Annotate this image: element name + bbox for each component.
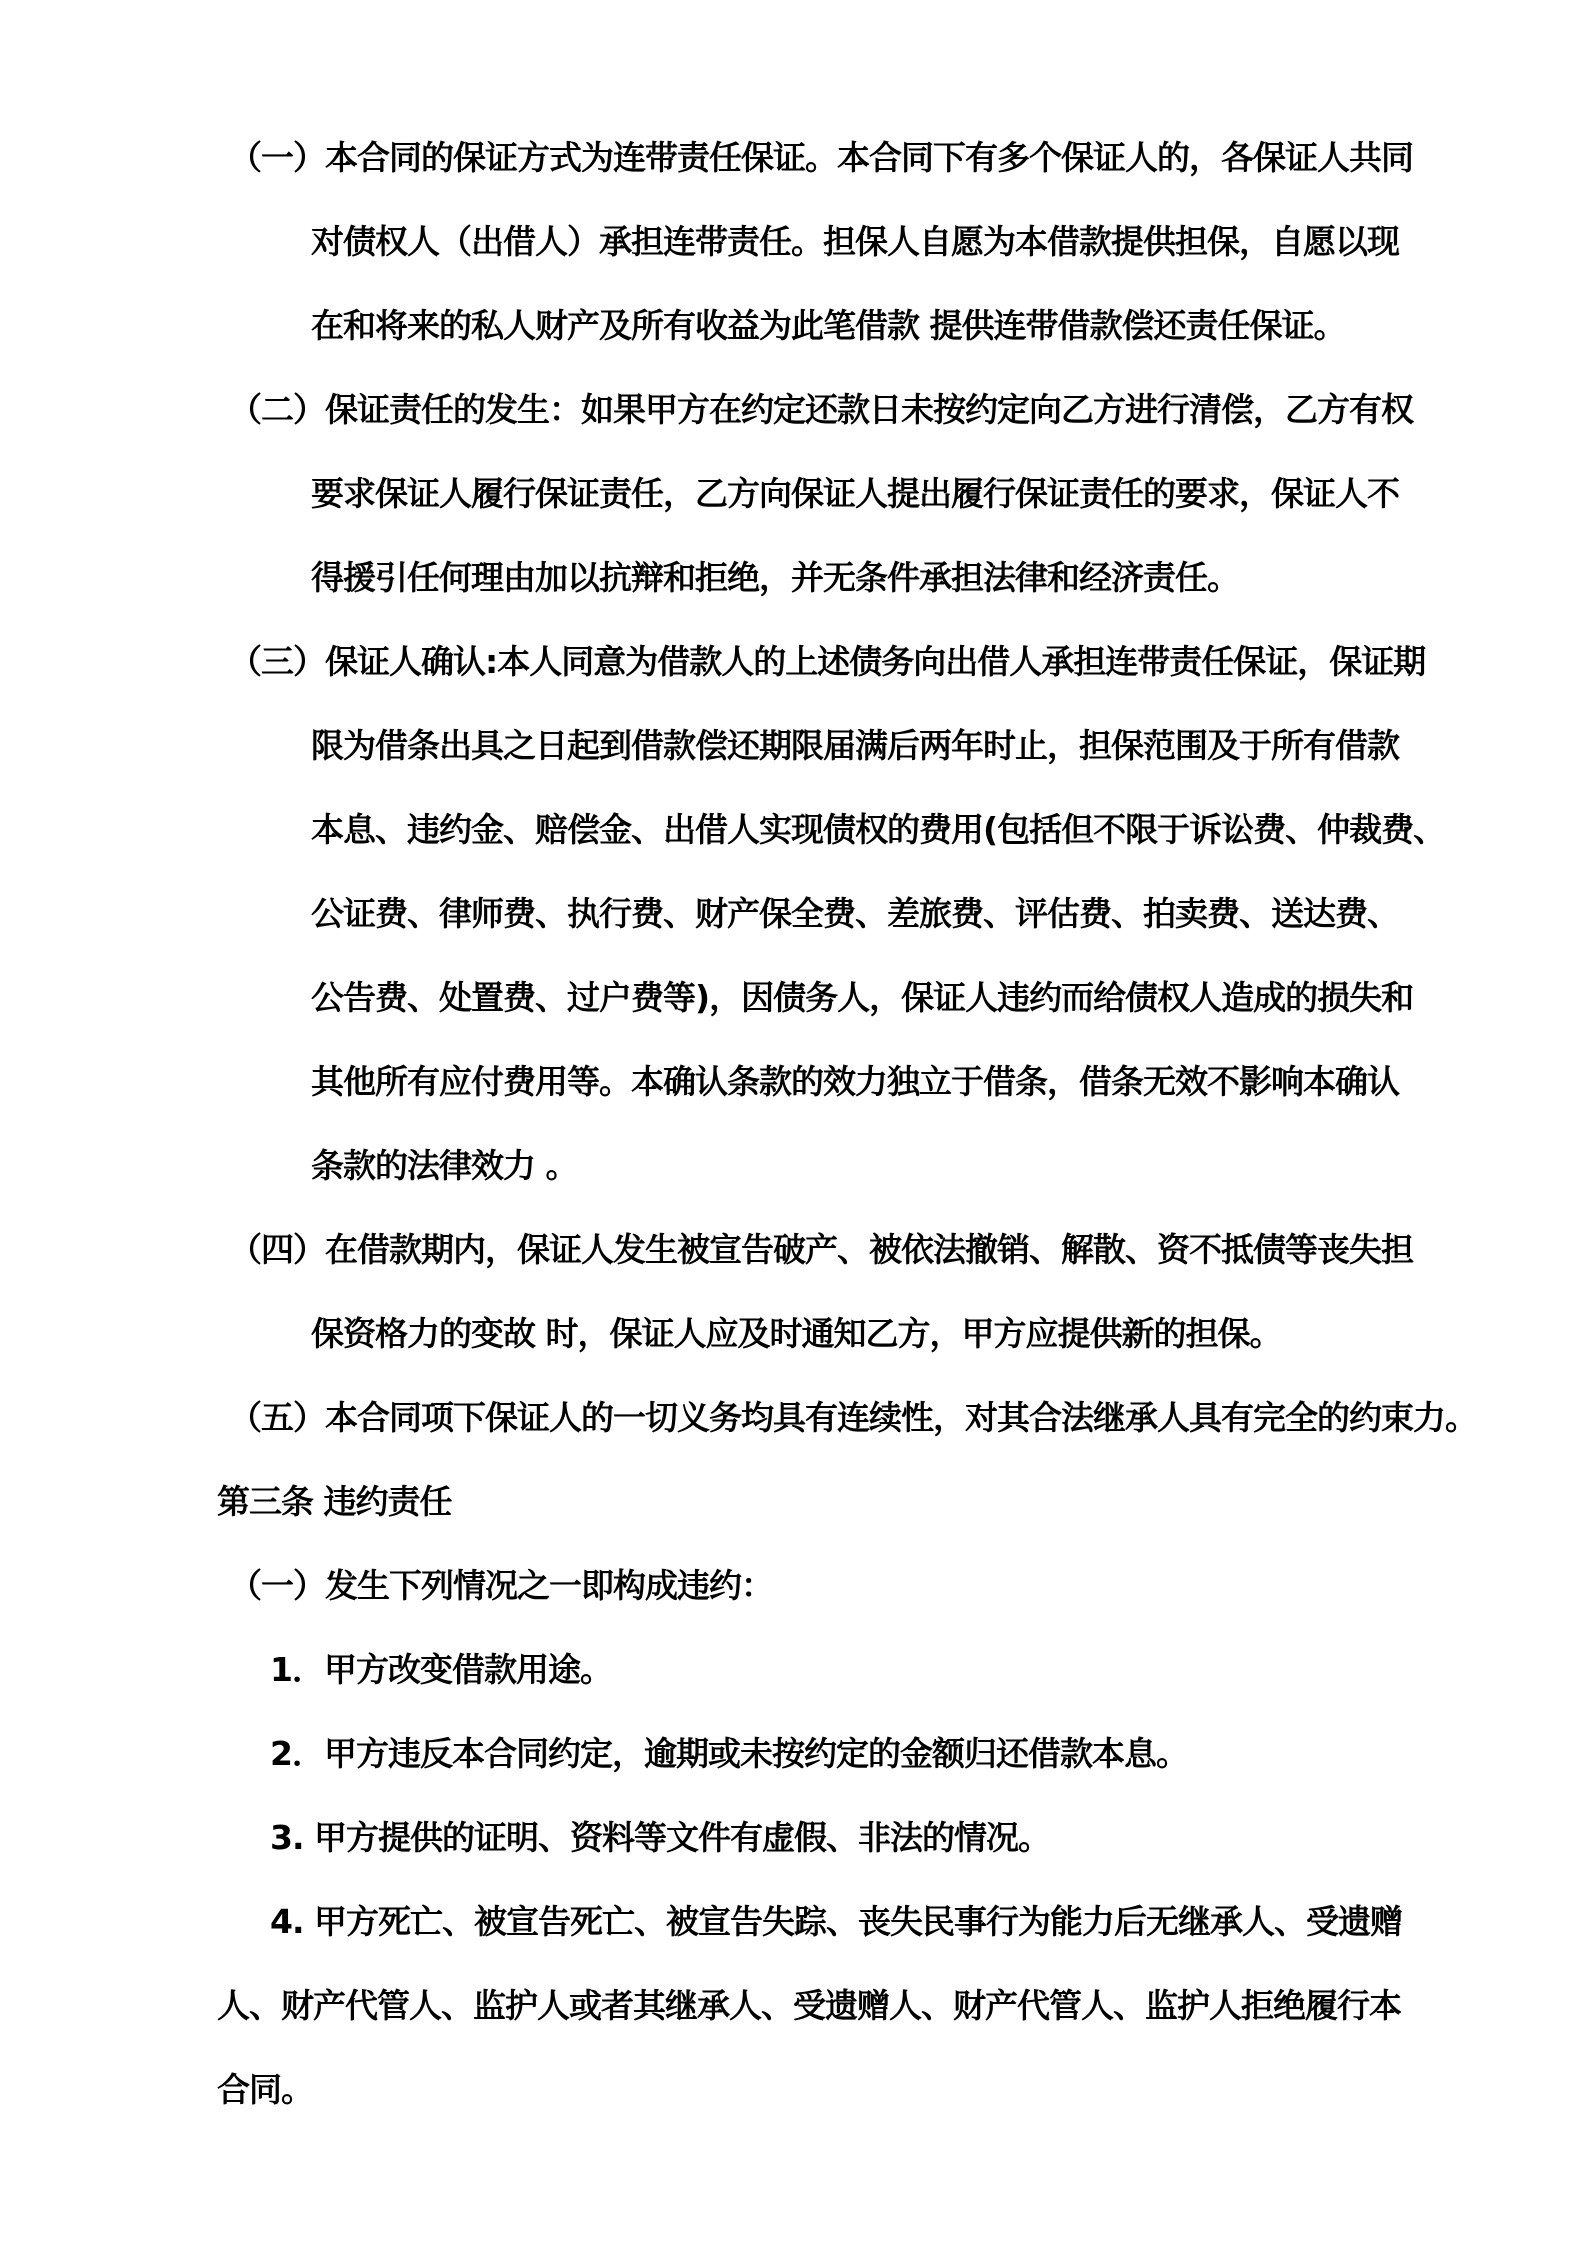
doc-line-09: 本息、违约金、赔偿金、出借人实现债权的费用(包括但不限于诉讼费、仲裁费、 xyxy=(311,810,1446,849)
doc-line-13: 条款的法律效力 。 xyxy=(311,1146,578,1185)
doc-line-04: （二）保证责任的发生：如果甲方在约定还款日未按约定向乙方进行清偿，乙方有权 xyxy=(229,390,1413,429)
doc-line-05: 要求保证人履行保证责任，乙方向保证人提出履行保证责任的要求，保证人不 xyxy=(311,474,1399,513)
doc-line-12: 其他所有应付费用等。本确认条款的效力独立于借条，借条无效不影响本确认 xyxy=(311,1062,1399,1101)
doc-line-07: （三）保证人确认:本人同意为借款人的上述债务向出借人承担连带责任保证，保证期 xyxy=(229,642,1426,681)
doc-line-06: 得援引任何理由加以抗辩和拒绝，并无条件承担法律和经济责任。 xyxy=(311,558,1239,597)
doc-line-23: 人、财产代管人、监护人或者其继承人、受遗赠人、财产代管人、监护人拒绝履行本 xyxy=(217,1986,1401,2025)
doc-line-02: 对债权人（出借人）承担连带责任。担保人自愿为本借款提供担保，自愿以现 xyxy=(311,222,1399,261)
doc-line-16: （五）本合同项下保证人的一切义务均具有连续性，对其合法继承人具有完全的约束力。 xyxy=(229,1398,1477,1437)
doc-line-01: （一）本合同的保证方式为连带责任保证。本合同下有多个保证人的，各保证人共同 xyxy=(229,138,1413,177)
doc-line-18: （一）发生下列情况之一即构成违约： xyxy=(229,1566,773,1605)
doc-line-08: 限为借条出具之日起到借款偿还期限届满后两年时止，担保范围及于所有借款 xyxy=(311,726,1399,765)
doc-line-10: 公证费、律师费、执行费、财产保全费、差旅费、评估费、拍卖费、送达费、 xyxy=(311,894,1399,933)
doc-line-14: （四）在借款期内，保证人发生被宣告破产、被依法撤销、解散、资不抵债等丧失担 xyxy=(229,1230,1413,1269)
doc-line-11: 公告费、处置费、过户费等)，因债务人，保证人违约而给债权人造成的损失和 xyxy=(311,978,1414,1017)
doc-line-15: 保资格力的变故 时，保证人应及时通知乙方，甲方应提供新的担保。 xyxy=(311,1314,1282,1353)
doc-line-22: 4. 甲方死亡、被宣告死亡、被宣告失踪、丧失民事行为能力后无继承人、受遗赠 xyxy=(270,1902,1402,1941)
doc-line-21: 3. 甲方提供的证明、资料等文件有虚假、非法的情况。 xyxy=(270,1818,1050,1857)
doc-line-17-section-heading: 第三条 违约责任 xyxy=(217,1482,452,1521)
doc-line-03: 在和将来的私人财产及所有收益为此笔借款 提供连带借款偿还责任保证。 xyxy=(311,306,1346,345)
doc-line-24: 合同。 xyxy=(217,2070,313,2109)
doc-line-20: 2．甲方违反本合同约定，逾期或未按约定的金额归还借款本息。 xyxy=(270,1734,1188,1773)
doc-line-19: 1．甲方改变借款用途。 xyxy=(270,1650,612,1689)
